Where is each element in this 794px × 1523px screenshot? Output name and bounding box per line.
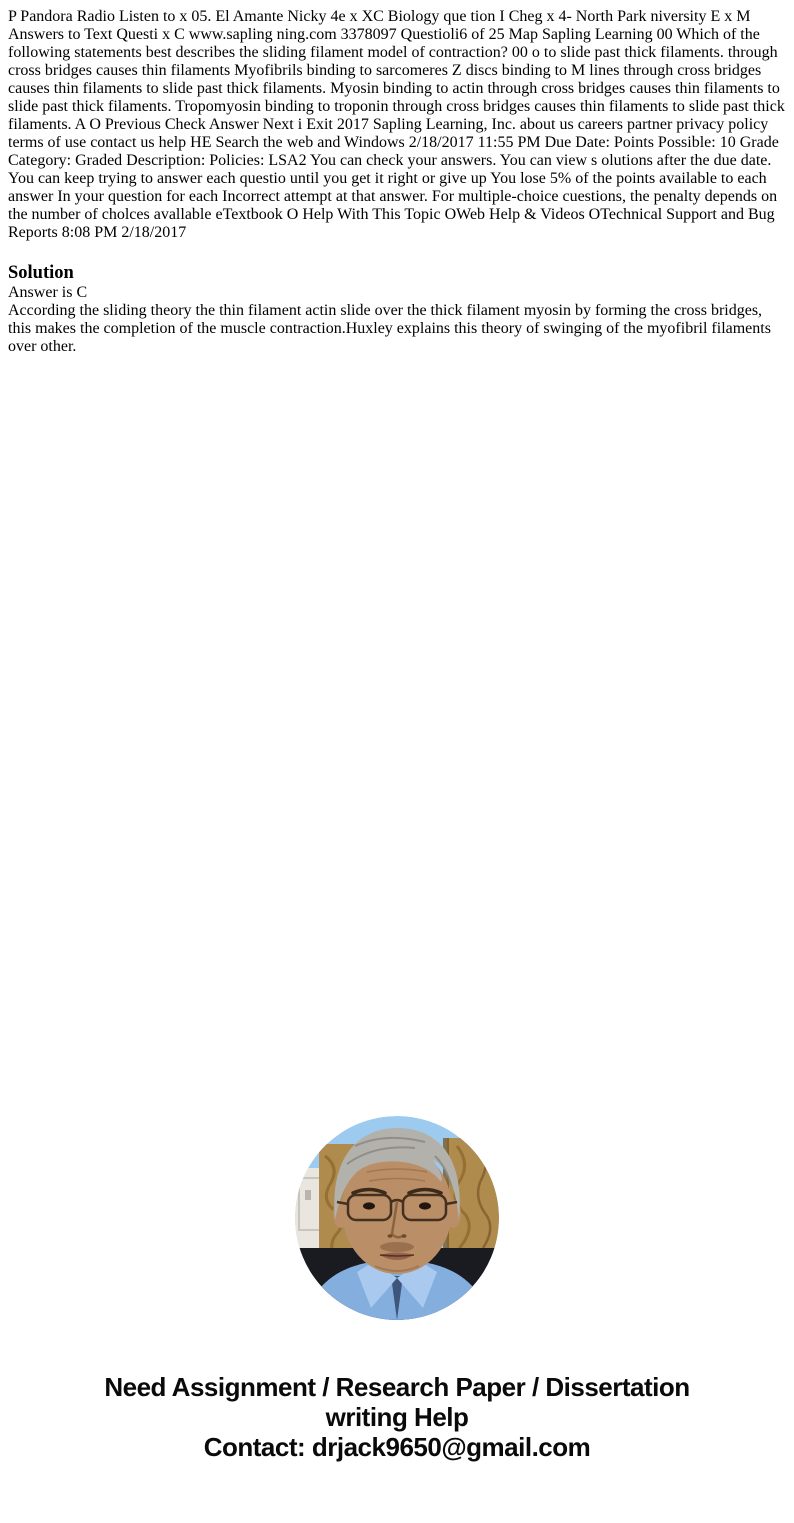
document-body bbox=[0, 0, 794, 356]
ocr-text-paragraph: P Pandora Radio Listen to x 05. El Amante Nicky 4e x XC Biology que tion I Cheg x 4- North Park niversity E x M Answers to Text Questi x C www.sapling ning.com 3378097 Questioli6 of 25 Map Sapling Learning 00 Which of the following statements best describes the sliding filament model of contraction? 00 o to slide past thick filaments. through cross bridges causes thin filaments Myofibrils binding to sarcomeres Z discs binding to M lines through cross bridges causes thin filaments to slide past thick filaments. Myosin binding to actin through cross bridges causes thin filaments to slide past thick filaments. Tropomyosin binding to troponin through cross bridges causes thin filaments to slide past thick filaments. A O Previous Check Answer Next i Exit 2017 Sapling Learning, Inc. about us careers partner privacy policy terms of use contact us help HE Search the web and Windows 2/18/2017 11:55 PM Due Date: Points Possible: 10 Grade Category: Graded Description: Policies: LSA2 You can check your answers. You can view s olutions after the due date. You can keep trying to answer each questio until you get it right or give up You lose 5% of the points available to each answer In your question for each Incorrect attempt at that answer. For multiple-choice cuestions, the penalty depends on the number of cholces avallable eTextbook O Help With This Topic OWeb Help & Videos OTechnical Support and Bug Reports 8:08 PM 2/18/2017 bbox=[8, 8, 785, 241]
footer-banner bbox=[0, 1372, 794, 1462]
solution-answer: Answer is C bbox=[8, 284, 88, 301]
footer-line-2: writing Help bbox=[325, 1402, 469, 1432]
tutor-avatar-image bbox=[295, 1116, 499, 1320]
footer-line-1: Need Assignment / Research Paper / Dissertation bbox=[104, 1372, 690, 1402]
solution-explanation: According the sliding theory the thin filament actin slide over the thick filament myosin by forming the cross bridges, this makes the completion of the muscle contraction.Huxley explains this theory of swinging of the myofibril filaments over other. bbox=[8, 302, 771, 355]
footer-contact-email: Contact: drjack9650@gmail.com bbox=[203, 1432, 591, 1462]
solution-heading: Solution bbox=[8, 263, 74, 283]
tutor-avatar bbox=[295, 1116, 499, 1320]
